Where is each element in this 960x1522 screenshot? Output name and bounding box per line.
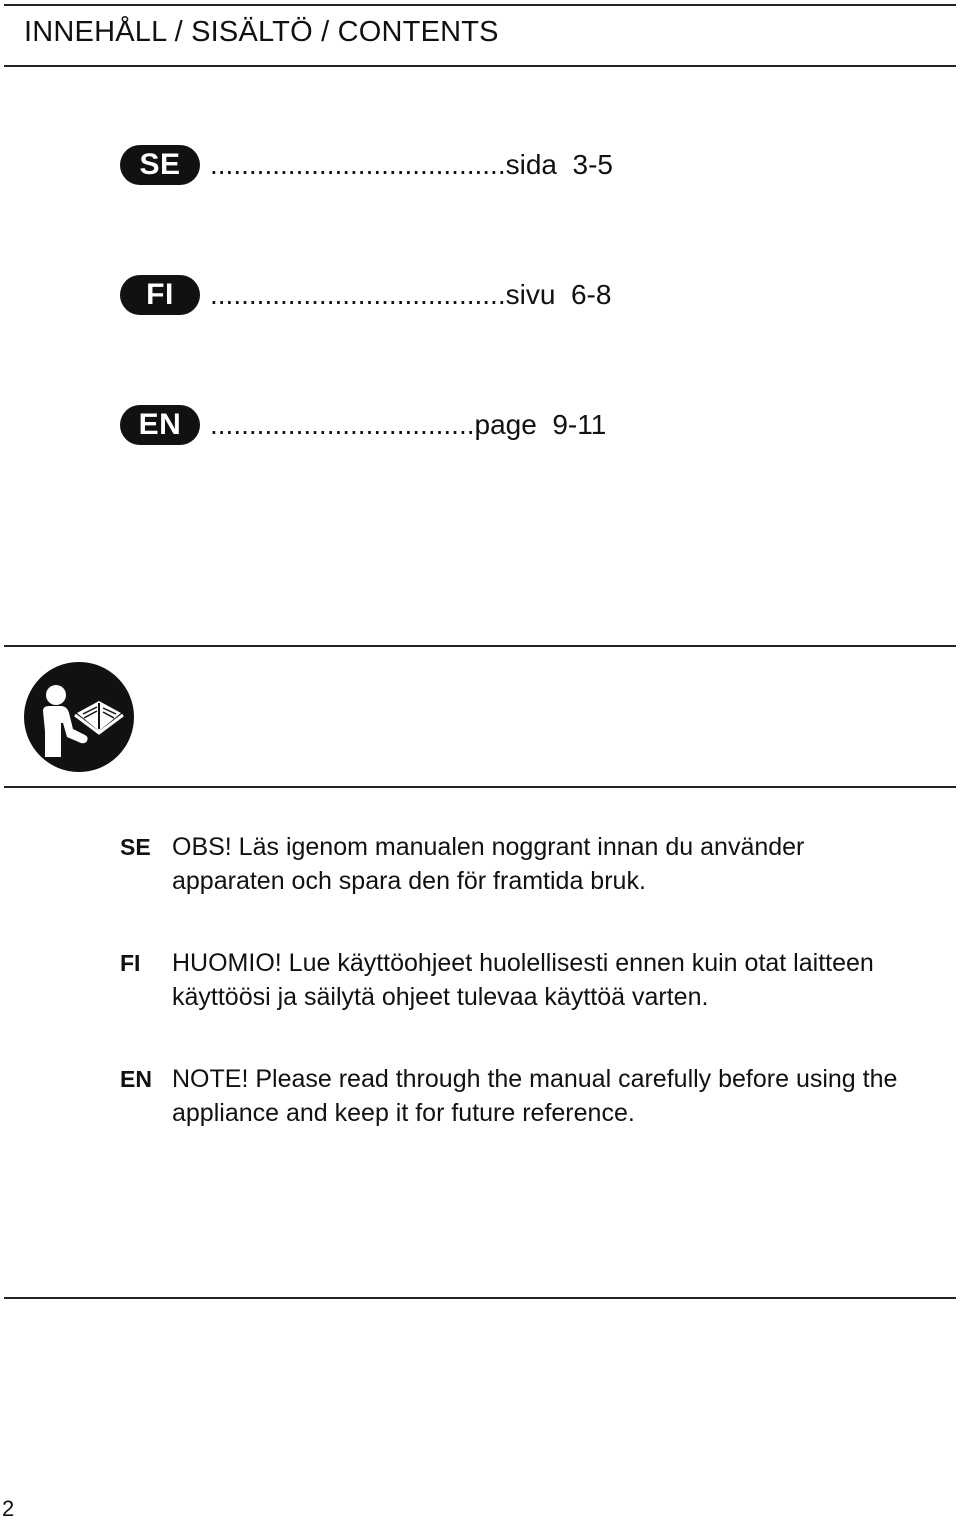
language-badge-en: EN xyxy=(120,405,200,445)
note-language-se: SE xyxy=(120,834,151,860)
page-title: INNEHÅLL / SISÄLTÖ / CONTENTS xyxy=(24,16,499,48)
top-rule xyxy=(4,4,956,6)
read-manual-icon xyxy=(23,661,135,773)
toc-entry-fi: ......................................sivu 6-8 xyxy=(210,279,612,310)
note-language-fi: FI xyxy=(120,950,141,976)
toc-entry-en: ..................................page 9-11 xyxy=(210,409,607,440)
note-fi xyxy=(120,946,900,1014)
icon-top-rule xyxy=(4,645,956,647)
note-en xyxy=(120,1062,900,1130)
title-divider xyxy=(4,65,956,67)
page-number: 2 xyxy=(2,1496,15,1521)
bottom-rule xyxy=(4,1297,956,1299)
language-badge-se: SE xyxy=(120,145,200,185)
note-text-se: OBS! Läs igenom manualen noggrant innan du använder apparaten och spara den för framtida bruk. xyxy=(172,833,805,895)
toc-row-se xyxy=(120,145,613,185)
toc-entry-se: ......................................sida 3-5 xyxy=(210,149,614,180)
language-badge-fi: FI xyxy=(120,275,200,315)
toc-row-fi xyxy=(120,275,611,315)
toc-row-en xyxy=(120,405,606,445)
note-text-fi: HUOMIO! Lue käyttöohjeet huolellisesti ennen kuin otat laitteen käyttöösi ja säilytä ohjeet tulevaa käyttöä varten. xyxy=(172,949,874,1011)
note-text-en: NOTE! Please read through the manual carefully before using the appliance and keep it for future reference. xyxy=(172,1065,898,1127)
note-language-en: EN xyxy=(120,1066,152,1092)
note-se xyxy=(120,830,900,898)
icon-bottom-rule xyxy=(4,786,956,788)
